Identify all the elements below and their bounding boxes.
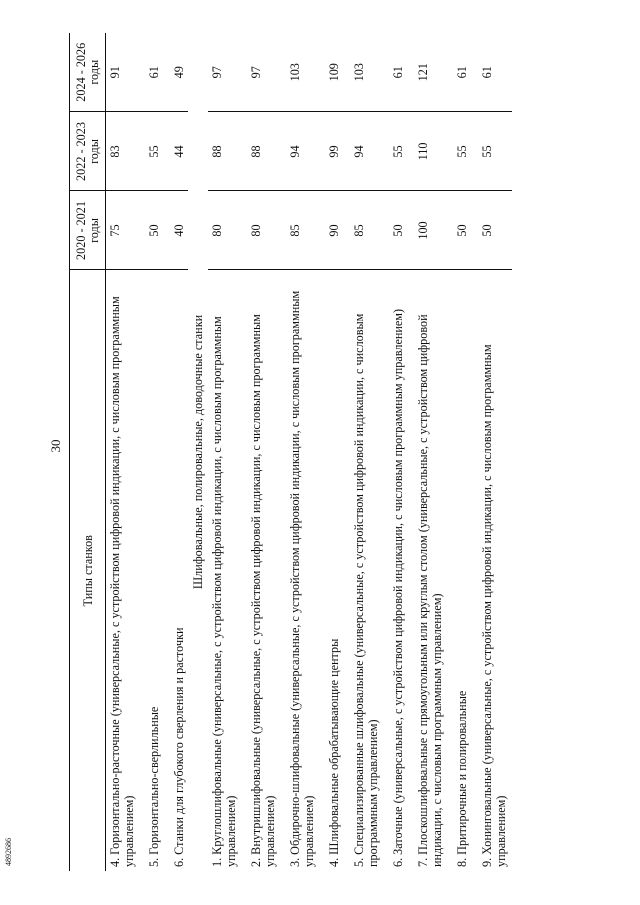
document-code: 4892686 [4,838,13,866]
table-row [138,33,163,871]
value-period-3: 61 [471,33,512,112]
table-row [446,33,471,871]
machine-type-name: 9. Хонинговальные (универсальные, с устройством цифровой индикации, с числовым программным управлением) [480,344,508,867]
value-period-1: 80 [208,191,240,270]
machine-type-name: 5. Горизонтально-сверлильные [147,706,161,867]
machine-type-name: 1. Круглошлифовальные (универсальные, с устройством цифровой индикации, с числовым программным управлением) [210,316,238,867]
value-period-1: 40 [163,191,188,270]
value-period-1: 50 [382,191,407,270]
value-period-1: 90 [318,191,343,270]
table-row [240,33,279,871]
header-period-1: 2020 - 2021 годы [70,191,106,270]
header-machine-types: Типы станков [70,270,106,871]
value-period-2: 94 [343,112,382,191]
table-row [471,33,512,871]
value-period-3: 103 [343,33,382,112]
value-period-2: 110 [407,112,446,191]
value-period-3: 61 [382,33,407,112]
value-period-2: 55 [471,112,512,191]
machine-type-name: 8. Притирочные и полировальные [455,690,469,867]
section-heading-row [188,33,208,871]
value-period-2: 99 [318,112,343,191]
value-period-1: 50 [471,191,512,270]
section-title: Шлифовальные, полировальные, доводочные станки [191,314,205,590]
table-header-row [70,33,106,871]
table-row [382,33,407,871]
value-period-3: 97 [240,33,279,112]
value-period-2: 55 [138,112,163,191]
value-period-2: 83 [106,112,139,191]
value-period-3: 61 [138,33,163,112]
value-period-2: 88 [208,112,240,191]
value-period-2: 94 [279,112,318,191]
header-period-3: 2024 - 2026 годы [70,33,106,112]
value-period-3: 49 [163,33,188,112]
value-period-1: 50 [138,191,163,270]
value-period-3: 121 [407,33,446,112]
table-row [106,33,139,871]
value-period-1: 50 [446,191,471,270]
machine-type-name: 6. Заточные (универсальные, с устройством цифровой индикации, с числовым программным управлением) [391,308,405,867]
value-period-3: 109 [318,33,343,112]
value-period-2: 55 [446,112,471,191]
machine-type-name: 3. Обдирочно-шлифовальные (универсальные, с устройством цифровой индикации, с числовым программным управлением) [288,290,316,867]
machine-type-name: 4. Горизонтально-расточные (универсальные, с устройством цифровой индикации, с числовым программным управлением) [108,296,136,867]
value-period-3: 103 [279,33,318,112]
value-period-1: 100 [407,191,446,270]
value-period-2: 88 [240,112,279,191]
value-period-3: 97 [208,33,240,112]
value-period-2: 44 [163,112,188,191]
machine-type-name: 7. Плоскошлифовальные с прямоугольным или круглым столом (универсальные, с устройством цифровой индикации, с числовым программным управлением) [416,314,444,867]
table-row [279,33,318,871]
value-period-1: 85 [343,191,382,270]
table-row [407,33,446,871]
table-row [208,33,240,871]
header-period-2: 2022 - 2023 годы [70,112,106,191]
machine-type-name: 4. Шлифовальные обрабатывающие центры [327,638,341,867]
machine-type-name: 5. Специализированные шлифовальные (универсальные, с устройством цифровой индикации, с числовым программным управлением) [352,313,380,867]
value-period-1: 80 [240,191,279,270]
value-period-1: 85 [279,191,318,270]
machine-types-table [69,33,512,871]
value-period-3: 61 [446,33,471,112]
table-row [343,33,382,871]
value-period-3: 91 [106,33,139,112]
machine-type-name: 6. Станки для глубокого сверления и расточки [172,627,186,867]
table-row [163,33,188,871]
rotated-table-container [69,33,589,871]
value-period-2: 55 [382,112,407,191]
machine-type-name: 2. Внутришлифовальные (универсальные, с устройством цифровой индикации, с числовым программным управлением) [249,314,277,867]
value-period-1: 75 [106,191,139,270]
page-number: 30 [48,439,63,453]
table-row [318,33,343,871]
